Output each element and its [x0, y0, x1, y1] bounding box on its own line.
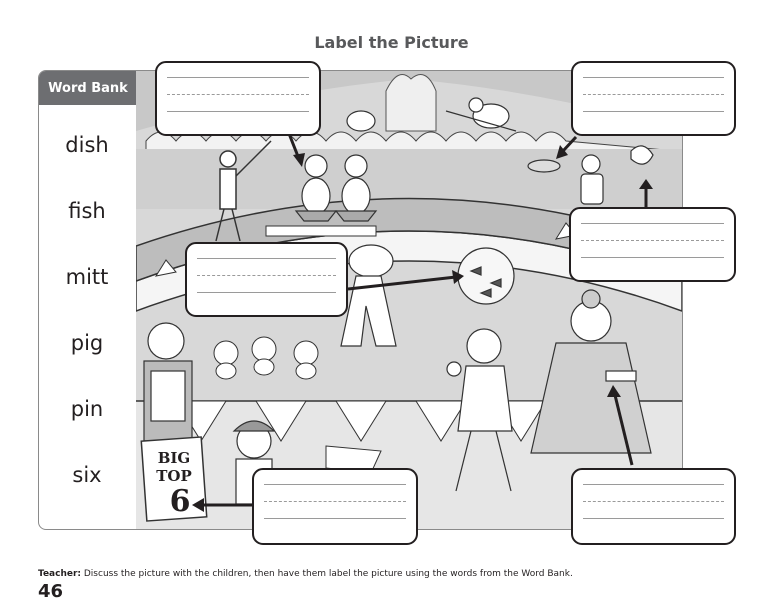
teacher-label: Teacher:: [38, 569, 82, 579]
sign-line-1: BIG: [157, 449, 191, 467]
sign-line-3: 6: [169, 484, 191, 519]
label-box-middle-right[interactable]: [569, 207, 736, 282]
sign-line-2: TOP: [156, 467, 192, 485]
page-title: Label the Picture: [314, 33, 469, 52]
word-bank-item-pig: pig: [70, 331, 104, 355]
word-bank-item-six: six: [72, 463, 102, 487]
word-bank: [38, 70, 138, 530]
label-box-top-left[interactable]: [155, 61, 321, 136]
teacher-note: [38, 569, 573, 579]
label-box-middle-left[interactable]: [185, 242, 348, 317]
page-number: 46: [38, 581, 64, 602]
label-box-top-right[interactable]: [571, 61, 736, 136]
word-bank-item-dish: dish: [65, 133, 109, 157]
label-box-bottom-right[interactable]: [571, 468, 736, 545]
label-box-bottom-left[interactable]: [252, 468, 418, 545]
word-bank-item-fish: fish: [68, 199, 106, 223]
teacher-note-text: Discuss the picture with the children, then have them label the picture using the words from the Word Bank.: [81, 569, 573, 579]
word-bank-item-mitt: mitt: [65, 265, 109, 289]
big-top-sign: [141, 437, 206, 521]
word-bank-item-pin: pin: [70, 397, 104, 421]
word-bank-header: Word Bank: [39, 71, 137, 105]
